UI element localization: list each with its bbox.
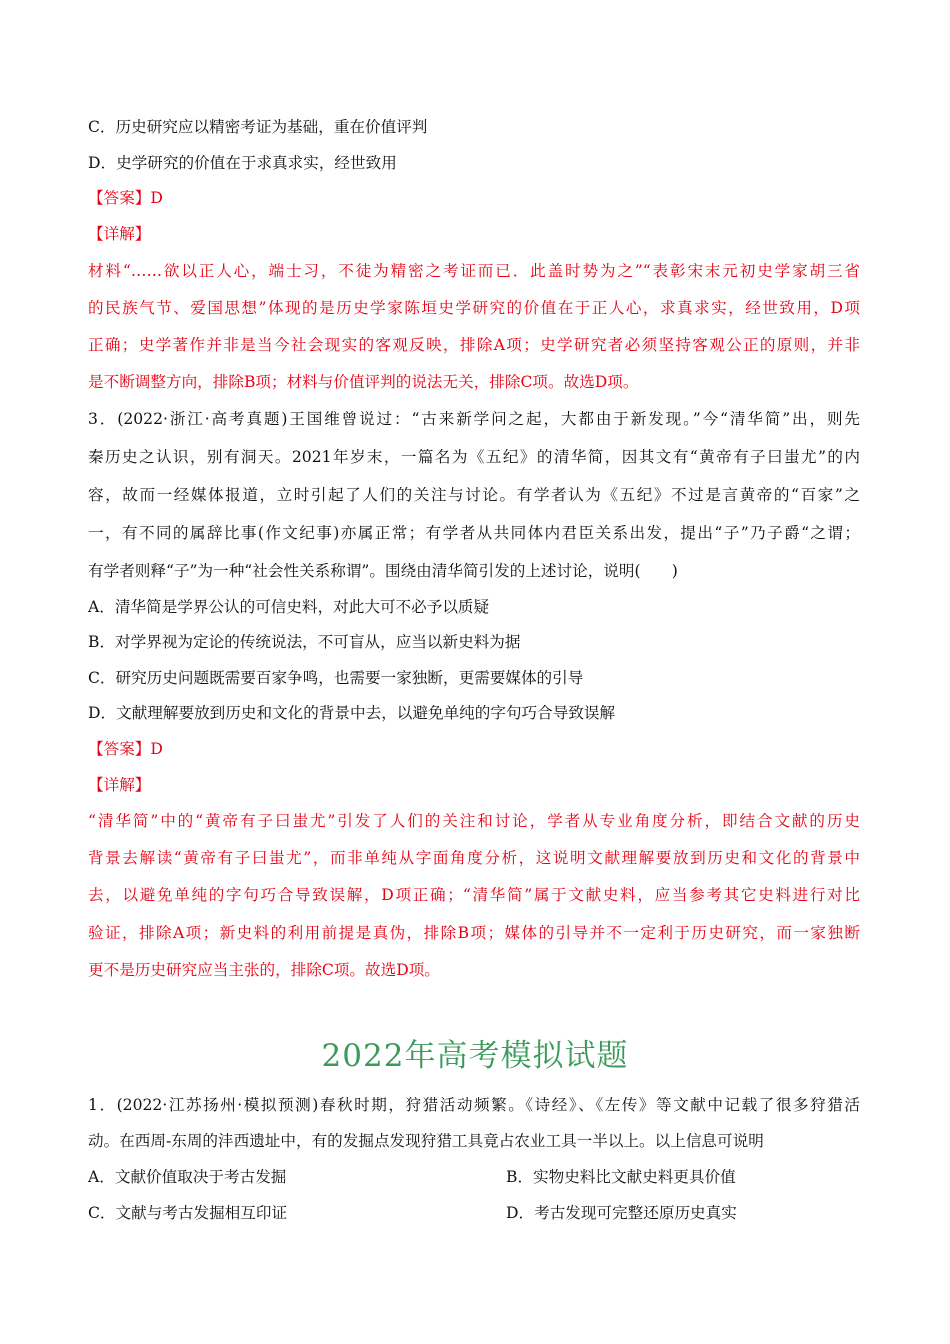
- explanation-line: “清华简”中的“黄帝有子曰蚩尤”引发了人们的关注和讨论，学者从专业角度分析，即结合文献的历史: [88, 812, 860, 830]
- option-row: [88, 1202, 737, 1224]
- explanation-line: 正确；史学著作并非是当今社会现实的客观反映，排除A项；史学研究者必须坚持客观公正的原则，并非: [88, 336, 860, 354]
- option-a: A．文献价值取决于考古发掘: [88, 1168, 287, 1186]
- question-stem-line: 动。在西周-东周的沣西遗址中，有的发掘点发现狩猎工具竟占农业工具一半以上。以上信息可说明: [88, 1132, 764, 1150]
- explanation-line: 更不是历史研究应当主张的，排除C项。故选D项。: [88, 961, 440, 979]
- explanation-line: 是不断调整方向，排除B项；材料与价值评判的说法无关，排除C项。故选D项。: [88, 373, 639, 391]
- question-stem-line: 3．(2022·浙江·高考真题)王国维曾说过：“古来新学问之起，大都由于新发现。”今“清华简”出，则先: [88, 410, 860, 428]
- detail-label: 【详解】: [88, 776, 151, 794]
- question-stem-line: 有学者则释“子”为一种“社会性关系称谓”。围绕由清华简引发的上述讨论，说明( ): [88, 562, 678, 580]
- question-stem-line: 秦历史之认识，别有洞天。2021年岁末，一篇名为《五纪》的清华简，因其文有“黄帝有子曰蚩尤”的内: [88, 448, 860, 466]
- explanation-line: 材料“……欲以正人心，端士习，不徒为精密之考证而已．此盖时势为之”“表彰宋末元初史学家胡三省: [88, 262, 860, 280]
- detail-label: 【详解】: [88, 225, 151, 243]
- option-d: D．史学研究的价值在于求真求实，经世致用: [88, 154, 397, 172]
- option-b: B．对学界视为定论的传统说法，不可盲从，应当以新史料为据: [88, 633, 521, 651]
- option-d: D．考古发现可完整还原历史真实: [506, 1204, 737, 1222]
- question-stem-line: 容，故而一经媒体报道，立时引起了人们的关注与讨论。有学者认为《五纪》不过是言黄帝的“百家”之: [88, 486, 860, 504]
- explanation-line: 去，以避免单纯的字句巧合导致误解，D项正确；“清华简”属于文献史料，应当参考其它史料进行对比: [88, 886, 860, 904]
- option-c: C．历史研究应以精密考证为基础，重在价值评判: [88, 118, 428, 136]
- option-a: A．清华简是学界公认的可信史料，对此大可不必予以质疑: [88, 598, 490, 616]
- option-c: C．研究历史问题既需要百家争鸣，也需要一家独断，更需要媒体的引导: [88, 669, 584, 687]
- answer-label: 【答案】D: [88, 189, 163, 207]
- option-row: [88, 1166, 736, 1188]
- explanation-line: 的民族气节、爱国思想”体现的是历史学家陈垣史学研究的价值在于正人心，求真求实，经世致用，D项: [88, 299, 860, 317]
- option-c: C．文献与考古发掘相互印证: [88, 1204, 288, 1222]
- explanation-line: 验证，排除A项；新史料的利用前提是真伪，排除B项；媒体的引导并不一定利于历史研究，而一家独断: [88, 924, 860, 942]
- section-title: 2022年高考模拟试题: [321, 1038, 629, 1074]
- option-d: D．文献理解要放到历史和文化的背景中去，以避免单纯的字句巧合导致误解: [88, 704, 616, 722]
- question-stem-line: 1．(2022·江苏扬州·模拟预测)春秋时期，狩猎活动频繁。《诗经》、《左传》等文献中记载了很多狩猎活: [88, 1096, 860, 1114]
- option-b: B．实物史料比文献史料更具价值: [506, 1168, 736, 1186]
- question-stem-line: 一，有不同的属辞比事(作文纪事)亦属正常；有学者从共同体内君臣关系出发，提出“子”乃子爵“之谓；: [88, 524, 860, 542]
- explanation-line: 背景去解读“黄帝有子曰蚩尤”，而非单纯从字面角度分析，这说明文献理解要放到历史和文化的背景中: [88, 849, 860, 867]
- answer-label: 【答案】D: [88, 740, 163, 758]
